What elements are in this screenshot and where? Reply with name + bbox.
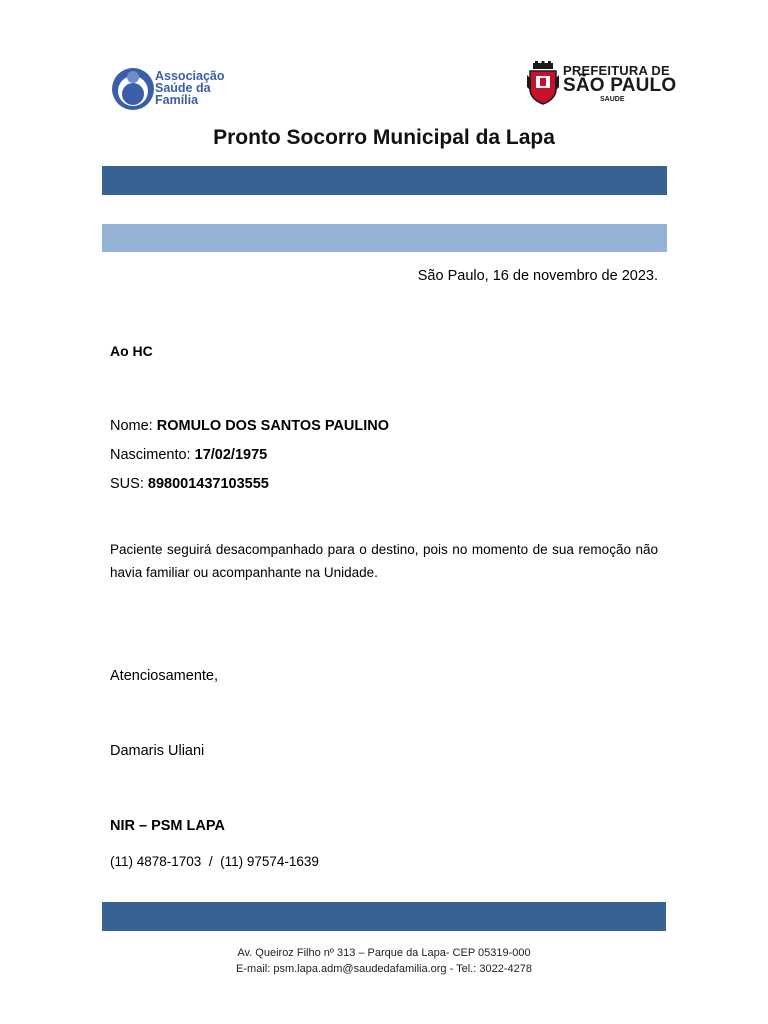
asf-logo-icon — [111, 67, 155, 111]
patient-name-value: ROMULO DOS SANTOS PAULINO — [156, 418, 390, 434]
letter-closing: Atenciosamente, — [110, 668, 219, 684]
asf-logo-text: Associação Saúde da Família — [155, 69, 225, 107]
logo-line-prefeitura: PREFEITURA DE — [563, 63, 670, 78]
contact-phones: (11) 4878-1703 / (11) 97574-1639 — [110, 854, 319, 869]
signer-department: NIR – PSM LAPA — [110, 818, 225, 834]
header-band-dark — [102, 166, 667, 195]
patient-birth-label: Nascimento: — [110, 447, 195, 463]
header-band-light — [102, 224, 667, 252]
logo-line-saude: SAUDE — [600, 96, 625, 103]
patient-birth-value: 17/02/1975 — [194, 447, 268, 463]
footer-contact: E-mail: psm.lapa.adm@saudedafamilia.org - Tel.: 3022-4278 — [236, 963, 532, 975]
associacao-saude-familia-logo — [108, 64, 244, 114]
letter-body-paragraph: Paciente seguirá desacompanhado para o destino, pois no momento de sua remoção não havia familiar ou acompanhante na Unidade. — [110, 542, 658, 580]
footer-address: Av. Queiroz Filho nº 313 – Parque da Lapa- CEP 05319-000 — [237, 947, 531, 959]
logo-line-sao-paulo: SÃO PAULO — [563, 75, 677, 96]
prefeitura-sao-paulo-logo — [527, 61, 677, 107]
footer-band-dark — [102, 902, 666, 931]
sao-paulo-crest-icon — [527, 61, 559, 105]
page-title: Pronto Socorro Municipal da Lapa — [213, 126, 555, 149]
letter-date: São Paulo, 16 de novembro de 2023. — [417, 268, 658, 284]
patient-sus-value: 898001437103555 — [147, 476, 269, 492]
patient-sus-label: SUS: — [110, 476, 148, 492]
patient-sus-field — [110, 476, 269, 492]
patient-name-field — [110, 418, 389, 434]
letter-recipient: Ao HC — [110, 343, 153, 359]
patient-name-label: Nome: — [110, 418, 157, 434]
patient-birth-field — [110, 447, 267, 463]
letter-signer: Damaris Uliani — [110, 743, 205, 759]
